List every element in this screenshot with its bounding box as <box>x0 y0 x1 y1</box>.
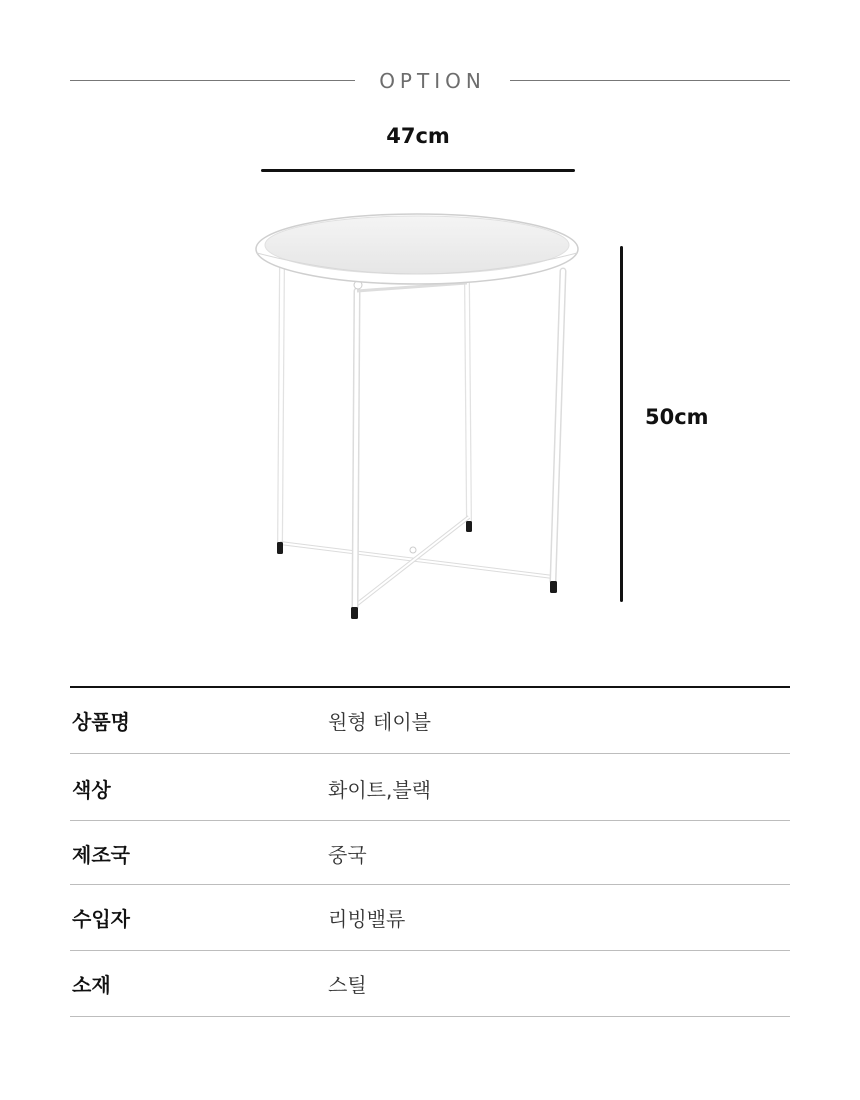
option-divider-right <box>510 80 790 81</box>
spec-value: 원형 테이블 <box>328 710 431 734</box>
option-header <box>70 66 790 96</box>
option-divider-left <box>70 80 355 81</box>
spec-row-country <box>70 821 790 885</box>
spec-label: 색상 <box>72 778 111 802</box>
spec-label: 소재 <box>72 973 111 997</box>
spec-label: 제조국 <box>72 843 130 867</box>
spec-row-importer <box>70 885 790 951</box>
height-dimension-label: 50cm <box>645 405 709 429</box>
spec-value: 리빙밸류 <box>328 907 406 931</box>
spec-value: 스틸 <box>328 973 367 997</box>
width-dimension-label: 47cm <box>386 124 450 148</box>
spec-row-material <box>70 951 790 1017</box>
width-dimension-line <box>261 169 575 172</box>
spec-label: 상품명 <box>72 710 130 734</box>
spec-value: 화이트,블랙 <box>328 778 431 802</box>
product-spec-table <box>70 686 790 1017</box>
round-table-image <box>245 205 590 630</box>
option-title: OPTION <box>379 69 486 93</box>
spec-row-color <box>70 754 790 821</box>
spec-label: 수입자 <box>72 907 130 931</box>
spec-row-product-name <box>70 688 790 754</box>
spec-value: 중국 <box>328 843 367 867</box>
height-dimension-line <box>620 246 623 602</box>
